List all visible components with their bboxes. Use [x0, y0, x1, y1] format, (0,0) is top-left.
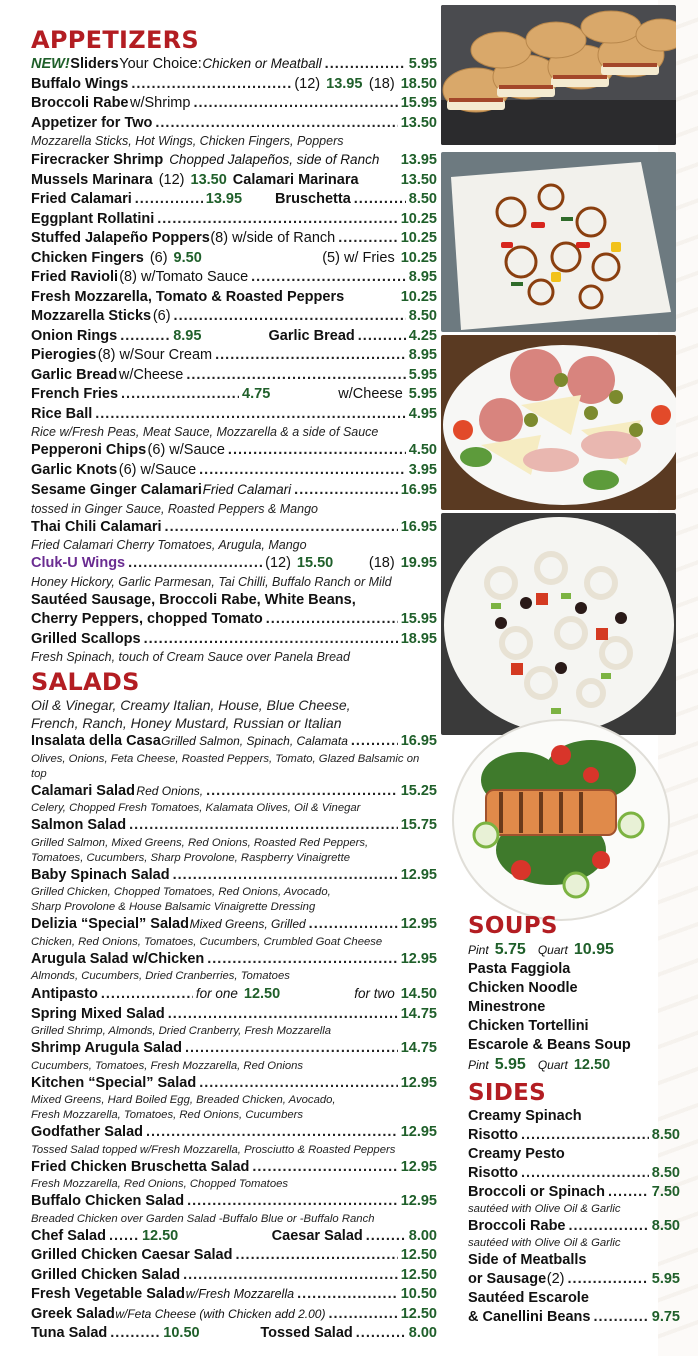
menu-item-french-fries: French Fries ..... 4.75 w/Cheese 5.95: [31, 385, 437, 405]
menu-item-grilled-scallops: Grilled Scallops ..... 18.95: [31, 630, 437, 650]
menu-item-cluk-u-wings: Cluk-U Wings ..... (12) 15.50 (18) 19.95: [31, 554, 437, 574]
right-column: [468, 912, 680, 1327]
left-column: [31, 26, 437, 1344]
salad-item: [31, 1005, 437, 1025]
salad-price: 12.95: [400, 866, 437, 883]
salad-description: Olives, Onions, Feta Cheese, Roasted Peppers, Tomato, Glazed Balsamic on top: [31, 752, 420, 780]
menu-item-sliders: NEW! Sliders Your Choice: Chicken or Meatball ..... 5.95: [31, 54, 437, 75]
menu-item-thai-chili-calamari: Thai Chili Calamari ..... 16.95: [31, 518, 437, 538]
item-description: Honey Hickory, Garlic Parmesan, Tai Chilli, Buffalo Ranch or Mild: [31, 574, 392, 589]
salad-description: Breaded Chicken over Garden Salad -Buffalo Blue or -Buffalo Ranch: [31, 1212, 375, 1225]
salad-name: Arugula Salad w/Chicken: [31, 950, 205, 967]
salad-name: Baby Spinach Salad: [31, 866, 170, 883]
side-description: sautéed with Olive Oil & Garlic: [468, 1237, 621, 1249]
salad-price: 12.95: [400, 1158, 437, 1175]
item-description: Fried Calamari Cherry Tomatoes, Arugula, Mango: [31, 538, 307, 552]
salad-description: Cucumbers, Tomatoes, Fresh Mozzarella, Red Onions: [31, 1059, 304, 1072]
salad-inline-desc: Grilled Salmon, Spinach, Calamata: [161, 734, 348, 748]
menu-item-appetizer-for-two: Appetizer for Two ..... 13.50: [31, 114, 437, 134]
soup-item: Minestrone: [468, 999, 546, 1015]
menu-item-onion-rings: Onion Rings ..... 8.95 Garlic Bread ..... 4.25: [31, 327, 437, 347]
salad-description: Almonds, Cucumbers, Dried Cranberries, Tomatoes: [31, 970, 290, 982]
menu-item-rice-ball: Rice Ball ..... 4.95: [31, 405, 437, 425]
side-escarole: Sautéed Escarole: [468, 1290, 589, 1306]
menu-item-broccoli-rabe: Broccoli Rabe w/Shrimp ..... 15.95: [31, 94, 437, 114]
menu-item-sauteed-sausage-line2: Cherry Peppers, chopped Tomato ..... 15.95: [31, 610, 437, 630]
salad-item: [31, 915, 437, 935]
menu-item-pierogies: Pierogies (8) w/Sour Cream ..... 8.95: [31, 346, 437, 366]
salad-description: Fresh Mozzarella, Red Onions, Chopped Tomatoes: [31, 1178, 289, 1190]
salad-price: 12.95: [400, 1124, 437, 1140]
salad-price: 14.75: [400, 1005, 437, 1022]
salad-item: [31, 1123, 437, 1143]
item-description: Mozzarella Sticks, Hot Wings, Chicken Fingers, Poppers: [31, 134, 344, 148]
menu-item-greek-salad: Greek Salad w/Feta Cheese (with Chicken add 2.00) ..... 12.50: [31, 1305, 437, 1325]
menu-item-eggplant-rollatini: Eggplant Rollatini ..... 10.25: [31, 210, 437, 230]
menu-item-fried-ravioli: Fried Ravioli (8) w/Tomato Sauce ..... 8.95: [31, 268, 437, 288]
salad-item: [31, 1158, 437, 1178]
menu-item-antipasto: Antipasto ..... for one 12.50 for two 14.50: [31, 984, 437, 1005]
soup-item: Chicken Noodle: [468, 980, 578, 996]
side-creamy-spinach: Creamy Spinach: [468, 1108, 582, 1124]
salad-name: Godfather Salad: [31, 1124, 143, 1140]
salad-name: Kitchen “Special” Salad: [31, 1074, 197, 1091]
salad-description: Fresh Mozzarella, Tomatoes, Red Onions, Cucumbers: [31, 1109, 304, 1121]
salad-name: Salmon Salad: [31, 817, 127, 833]
menu-item-pepperoni-chips: Pepperoni Chips (6) w/Sauce ..... 4.50: [31, 441, 437, 461]
salad-description: Grilled Chicken, Chopped Tomatoes, Red Onions, Avocado,: [31, 886, 331, 898]
menu-item-mozzarella-sticks: Mozzarella Sticks (6) ..... 8.50: [31, 307, 437, 327]
menu-item-grilled-chicken-salad: Grilled Chicken Salad ..... 12.50: [31, 1266, 437, 1286]
side-meatballs-2: or Sausage (2) ..... 5.95: [468, 1270, 680, 1289]
salad-description: Celery, Chopped Fresh Tomatoes, Kalamata Olives, Oil & Vinegar: [31, 802, 361, 814]
menu-item-fresh-vegetable-salad: Fresh Vegetable Salad w/Fresh Mozzarella ..... 10.50: [31, 1285, 437, 1305]
dressings-line-2: French, Ranch, Honey Mustard, Russian or Italian: [31, 715, 342, 731]
appetizers-title: APPETIZERS: [31, 26, 200, 54]
soups-title: SOUPS: [468, 913, 558, 939]
item-description: Rice w/Fresh Peas, Meat Sauce, Mozzarella & a side of Sauce: [31, 425, 379, 439]
salad-item: [31, 782, 437, 802]
menu-item-sesame-ginger-calamari: Sesame Ginger Calamari Fried Calamari ..... 16.95: [31, 480, 437, 501]
menu-item-mussels-marinara: Mussels Marinara (12) 13.50 Calamari Marinara 13.50: [31, 171, 437, 188]
salad-name: Fried Chicken Bruschetta Salad: [31, 1158, 250, 1175]
salad-price: 15.25: [400, 782, 437, 799]
menu-item-garlic-bread-cheese: Garlic Bread w/Cheese ..... 5.95: [31, 366, 437, 386]
side-meatballs: Side of Meatballs: [468, 1252, 587, 1268]
menu-item-sauteed-sausage: Sautéed Sausage, Broccoli Rabe, White Beans,: [31, 591, 356, 608]
salad-item: [31, 732, 437, 752]
menu-item-tuna-salad: Tuna Salad ..... 10.50 Tossed Salad ..... 8.00: [31, 1324, 437, 1344]
salad-item: [31, 816, 437, 836]
soup-prices-2: Pint 5.95 Quart 12.50: [468, 1056, 611, 1073]
salad-price: 14.75: [400, 1040, 437, 1056]
soup-item: Escarole & Beans Soup: [468, 1037, 631, 1053]
calamari-photo: [441, 152, 676, 332]
salad-item: [31, 866, 437, 886]
calamari-salad-photo: [441, 513, 676, 735]
salad-name: Calamari Salad: [31, 782, 135, 799]
salad-item: [31, 950, 437, 970]
salad-description: Chicken, Red Onions, Tomatoes, Cucumbers, Crumbled Goat Cheese: [31, 935, 383, 948]
salad-name: Delizia “Special” Salad: [31, 916, 189, 932]
menu-item-buffalo-wings: Buffalo Wings ..... (12) 13.95 (18) 18.50: [31, 75, 437, 95]
menu-item-chicken-fingers: Chicken Fingers (6) 9.50 (5) w/ Fries 10.25: [31, 249, 437, 266]
salad-list-1: [31, 732, 437, 984]
salad-description: Grilled Salmon, Mixed Greens, Red Onions, Roasted Red Peppers,: [31, 836, 369, 849]
item-description: Fresh Spinach, touch of Cream Sauce over Panela Bread: [31, 650, 350, 664]
item-description: tossed in Ginger Sauce, Roasted Peppers & Mango: [31, 501, 318, 516]
salad-name: Spring Mixed Salad: [31, 1005, 165, 1022]
side-creamy-pesto-2: Risotto ..... 8.50: [468, 1164, 680, 1183]
salad-description: Tossed Salad topped w/Fresh Mozzarella, Prosciutto & Roasted Peppers: [31, 1143, 396, 1156]
salad-price: 12.95: [400, 1074, 437, 1091]
side-broccoli-spinach: Broccoli or Spinach ..... 7.50: [468, 1183, 680, 1202]
side-escarole-2: & Canellini Beans ..... 9.75: [468, 1308, 680, 1327]
salad-name: Shrimp Arugula Salad: [31, 1040, 182, 1056]
menu-item-jalapeno-poppers: Stuffed Jalapeño Poppers (8) w/side of Ranch ..... 10.25: [31, 229, 437, 249]
side-creamy-spinach-2: Risotto ..... 8.50: [468, 1126, 680, 1145]
salad-inline-desc: Red Onions,: [136, 783, 204, 798]
salmon-salad-photo: [441, 710, 676, 925]
menu-item-firecracker-shrimp: Firecracker Shrimp Chopped Jalapeños, side of Ranch 13.95: [31, 152, 437, 168]
soup-item: Pasta Faggiola: [468, 961, 571, 977]
menu-item-chef-salad: Chef Salad ..... 12.50 Caesar Salad ..... 8.00: [31, 1227, 437, 1247]
salad-price: 15.75: [400, 817, 437, 833]
salad-name: Insalata della Casa: [31, 733, 161, 749]
salad-list-2: [31, 1005, 437, 1227]
soup-list: [468, 960, 680, 1055]
menu-item-fresh-mozzarella: Fresh Mozzarella, Tomato & Roasted Peppers 10.25: [31, 288, 437, 305]
salad-item: [31, 1074, 437, 1094]
salad-description: Tomatoes, Cucumbers, Sharp Provolone, Raspberry Vinaigrette: [31, 851, 350, 864]
menu-item-garlic-knots: Garlic Knots (6) w/Sauce ..... 3.95: [31, 461, 437, 481]
sliders-photo: [441, 5, 676, 145]
soup-prices: Pint 5.75 Quart 10.95: [468, 941, 614, 958]
side-broccoli-rabe: Broccoli Rabe ..... 8.50: [468, 1217, 680, 1236]
side-creamy-pesto: Creamy Pesto: [468, 1146, 565, 1162]
salad-inline-desc: Mixed Greens, Grilled: [189, 917, 306, 931]
salad-price: 12.95: [400, 916, 437, 932]
salad-description: Mixed Greens, Hard Boiled Egg, Breaded Chicken, Avocado,: [31, 1094, 336, 1106]
salad-description: Sharp Provolone & House Balsamic Vinaigrette Dressing: [31, 901, 316, 913]
side-description: sautéed with Olive Oil & Garlic: [468, 1203, 621, 1215]
sides-title: SIDES: [468, 1080, 546, 1106]
salad-item: [31, 1192, 437, 1212]
salad-price: 16.95: [400, 733, 437, 749]
salads-title: SALADS: [31, 668, 140, 696]
salad-name: Buffalo Chicken Salad: [31, 1193, 185, 1209]
dressings-line-1: Oil & Vinegar, Creamy Italian, House, Blue Cheese,: [31, 697, 351, 713]
soup-item: Chicken Tortellini: [468, 1018, 589, 1034]
salad-price: 12.95: [400, 1193, 437, 1209]
antipasto-photo: [441, 335, 676, 510]
salad-item: [31, 1039, 437, 1059]
menu-item-fried-calamari: Fried Calamari ..... 13.95 Bruschetta ..... 8.50: [31, 190, 437, 210]
menu-item-grilled-chicken-caesar: Grilled Chicken Caesar Salad ..... 12.50: [31, 1246, 437, 1266]
salad-description: Grilled Shrimp, Almonds, Dried Cranberry, Fresh Mozzarella: [31, 1025, 332, 1037]
salad-price: 12.95: [400, 950, 437, 967]
